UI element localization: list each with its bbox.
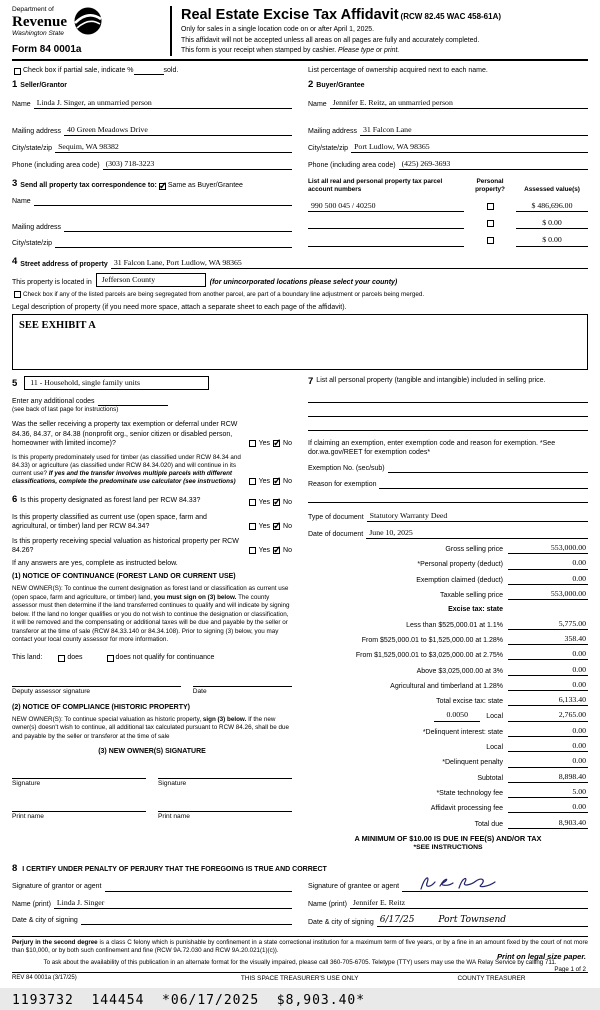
grantor-signature-field[interactable] — [105, 882, 292, 892]
personal-property-checkbox[interactable] — [487, 203, 494, 210]
subtotal-field[interactable]: 8,898.40 — [508, 772, 588, 783]
street-address-field-extra[interactable] — [361, 259, 588, 269]
buyer-mailing-label: Mailing address — [308, 127, 358, 135]
tax-row-taxable-selling-price: Taxable selling price 553,000.00 — [439, 589, 586, 600]
note-type-or-print: Please type or print. — [338, 47, 400, 55]
tax-row-exemption-claimed: Exemption claimed (deduct) 0.00 — [416, 573, 586, 584]
tax-row-delinquent-interest-state: *Delinquent interest: state 0.00 — [422, 725, 586, 736]
form-number: Form 84 0001a — [12, 44, 82, 56]
seller-name-field[interactable]: Linda J. Singer, an unmarried person — [34, 98, 292, 109]
tax-row-tier3: From $1,525,000.01 to $3,025,000.00 at 2.75% 0.00 — [355, 649, 586, 660]
grantee-signature-scribble — [416, 873, 500, 893]
form-header — [12, 6, 588, 61]
grantor-print-name-label: Name (print) — [12, 900, 51, 908]
personal-property-deduct-field[interactable]: 0.00 — [508, 558, 588, 569]
tax-row-gross-selling-price: Gross selling price 553,000.00 — [445, 543, 586, 554]
personal-property-line-3[interactable] — [308, 419, 588, 431]
land-qualify-row — [12, 653, 292, 662]
does-label: does — [67, 653, 83, 661]
assessed-value-field[interactable]: $ 0.00 — [516, 235, 588, 246]
current-use-yes-checkbox[interactable] — [249, 523, 256, 530]
yes-label: Yes — [258, 478, 271, 486]
no-label: No — [283, 498, 292, 506]
deputy-assessor-signature-field[interactable] — [12, 676, 181, 687]
correspondence-parcels-section — [12, 178, 588, 248]
perjury-text: is a class C felony which is punishable by confinement in a state correctional institution for a maximum term of five years, or by a fine in an amount fixed by the court of not more than $10,000, or by both such confinement and fine (RCW 9A.72.030 and RCW 9A.20.021(1)(c)). — [12, 939, 588, 955]
grantor-date-city-label: Date & city of signing — [12, 916, 78, 924]
correspondence-mailing-field[interactable] — [64, 222, 292, 232]
notice-compliance-bold: sign (3) below. — [202, 715, 247, 723]
personal-property-checkbox[interactable] — [487, 237, 494, 244]
agricultural-amount-field[interactable]: 0.00 — [508, 680, 588, 691]
form-rcw-reference: (RCW 82.45 WAC 458-61A) — [400, 12, 502, 21]
new-owner-signature-field-1[interactable] — [12, 768, 146, 779]
located-in-label: This property is located in — [12, 278, 92, 286]
street-address-label: Street address of property — [20, 260, 108, 268]
section2-number: 2 — [308, 79, 314, 91]
certify-statement: I CERTIFY UNDER PENALTY OF PERJURY THAT THE FOREGOING IS TRUE AND CORRECT — [22, 866, 327, 874]
deputy-assessor-label: Deputy assessor signature — [12, 687, 91, 695]
treasurer-space-label: THIS SPACE TREASURER'S USE ONLY — [240, 974, 359, 982]
correspondence-mailing-label: Mailing address — [12, 224, 62, 232]
notice-compliance-body — [12, 716, 292, 742]
buyer-city-label: City/state/zip — [308, 144, 349, 152]
buyer-phone-field[interactable]: (425) 269-3693 — [399, 159, 588, 170]
agency-block — [12, 6, 170, 56]
buyer-phone-label: Phone (including area code) — [308, 162, 396, 169]
correspondence-city-label: City/state/zip — [12, 240, 53, 248]
print-legal-note: Print on legal size paper. — [496, 952, 586, 962]
tier2-amount-field[interactable]: 358.40 — [508, 634, 588, 645]
buyer-grantee-block — [308, 79, 588, 170]
parcel-table — [308, 178, 588, 248]
exemption-no-label: Exemption No. (sec/sub) — [308, 464, 385, 472]
current-use-no-checkbox[interactable] — [273, 523, 280, 530]
county-dropdown[interactable]: Jefferson County — [96, 273, 206, 287]
exemption-claim-note: If claiming an exemption, enter exemption code and reason for exemption. *See dor.wa.gov/REET for exemption codes* — [308, 439, 556, 456]
delinquent-interest-state-field[interactable]: 0.00 — [508, 726, 588, 737]
exemption-no-checkbox[interactable] — [273, 440, 280, 447]
current-use-question — [12, 513, 292, 531]
ownership-percent-note: List percentage of ownership acquired next to each name. — [308, 67, 488, 75]
timber-yes-checkbox[interactable] — [249, 478, 256, 485]
grantee-print-name-label: Name (print) — [308, 900, 347, 908]
yes-label: Yes — [258, 439, 271, 447]
forest-question-text: Is this property designated as forest land per RCW 84.33? — [20, 497, 201, 505]
note-receipt: This form is your receipt when stamped by cashier. — [181, 47, 337, 55]
washington-state-label: Washington State — [12, 29, 64, 37]
grantee-signing-city: Port Townsend — [438, 914, 507, 925]
county-note: (for unincorporated locations please select your county) — [209, 278, 398, 286]
no-label: No — [283, 478, 292, 486]
same-as-buyer-checkbox[interactable] — [159, 183, 166, 190]
reason-exemption-line-2[interactable] — [308, 491, 588, 503]
grantee-print-name-field[interactable]: Jennifer E. Reitz — [350, 898, 588, 909]
note-not-accepted: This affidavit will not be accepted unless all areas on all pages are fully and accurately completed. — [181, 36, 480, 44]
tax-correspondence-block — [12, 178, 292, 248]
tax-row-delinquent-interest-local: Local 0.00 — [486, 741, 586, 752]
section6-number: 6 — [12, 494, 18, 506]
correspondence-name-field[interactable] — [34, 196, 292, 206]
street-address-field[interactable]: 31 Falcon Lane, Port Ludlow, WA 98365 — [111, 258, 361, 269]
taxable-selling-price-field[interactable]: 553,000.00 — [508, 589, 588, 600]
new-owner-signature-row — [12, 768, 292, 789]
exemption-yes-no — [247, 439, 292, 448]
forest-yes-no — [247, 498, 292, 507]
partial-sale-label: Check box if partial sale, indicate % — [23, 67, 134, 75]
county-treasurer-label: COUNTY TREASURER — [457, 974, 526, 982]
does-not-label: does not qualify for continuance — [115, 653, 215, 661]
section1-number: 1 — [12, 79, 18, 91]
tax-row-total-excise-state: Total excise tax: state 6,133.40 — [436, 695, 586, 706]
seller-grantor-title: Seller/Grantor — [20, 82, 67, 90]
total-due-field[interactable]: 8,903.40 — [508, 818, 588, 829]
seller-city-field[interactable]: Sequim, WA 98382 — [55, 142, 292, 153]
current-use-question-text: Is this property classified as current use (open space, farm and agricultural, or timber) land per RCW 84.34? — [12, 513, 207, 530]
no-label: No — [283, 547, 292, 555]
deputy-date-label: Date — [192, 687, 207, 695]
buyer-mailing-field[interactable]: 31 Falcon Lane — [360, 125, 588, 136]
forest-no-checkbox[interactable] — [273, 499, 280, 506]
sold-label: sold. — [163, 67, 179, 75]
certification-section — [12, 863, 588, 927]
print-name-label: Print name — [12, 812, 44, 820]
footer-row — [12, 972, 588, 983]
historic-question-text: Is this property receiving special valuation as historical property per RCW 84.26? — [12, 537, 239, 555]
timber-no-checkbox[interactable] — [273, 478, 280, 485]
personal-property-checkbox[interactable] — [487, 220, 494, 227]
revenue-label: Revenue — [12, 13, 67, 30]
section3-number: 3 — [12, 178, 18, 190]
yes-label: Yes — [258, 498, 271, 506]
land-use-column — [12, 376, 292, 853]
timber-question-text: Is this property predominately used for timber (as classified under RCW 84.34 and 84.33) or agriculture (as classified under RCW 84.34.020) and will continue in its current use? — [12, 453, 241, 478]
parcel-number-field[interactable] — [308, 219, 464, 229]
no-label: No — [283, 439, 292, 447]
signature-label: Signature — [158, 780, 187, 788]
new-owner-signature-field-2[interactable] — [158, 768, 292, 779]
personal-property-label: List all personal property (tangible and intangible) included in selling price. — [316, 377, 546, 385]
personal-property-line-2[interactable] — [308, 405, 588, 417]
yes-label: Yes — [258, 547, 271, 555]
parcel-row — [308, 218, 588, 229]
notice-compliance-title: (2) NOTICE OF COMPLIANCE (HISTORIC PROPERTY) — [12, 703, 190, 711]
parcel-number-field[interactable] — [308, 237, 464, 247]
delinquent-interest-local-field[interactable]: 0.00 — [508, 741, 588, 752]
notice-compliance-text1: NEW OWNER(S): To continue special valuation as historic property, — [12, 715, 202, 723]
legal-description-value: SEE EXHIBIT A — [19, 320, 96, 332]
grantee-signature-field[interactable] — [402, 882, 588, 892]
tax-row-local: 0.0050 Local 2,765.00 — [308, 710, 588, 721]
partial-percent-field[interactable] — [134, 65, 164, 75]
land-use-code-dropdown[interactable]: 11 - Household, single family units — [24, 376, 209, 390]
no-label: No — [283, 522, 292, 530]
type-of-document-field[interactable]: Statutory Warranty Deed — [367, 511, 588, 522]
deputy-date-field[interactable] — [193, 676, 292, 687]
additional-codes-label: Enter any additional codes — [12, 398, 95, 406]
tier3-amount-field[interactable]: 0.00 — [508, 649, 588, 660]
additional-codes-field[interactable] — [98, 396, 168, 406]
this-land-label: This land: — [12, 653, 43, 661]
alternate-format-note: To ask about the availability of this publication in an alternate format for the visually impaired, please call 360-705-6705. Teletype (TTY) users may use the WA Relay Service by calling 711. — [43, 958, 557, 966]
page-number: Page 1 of 2 — [554, 965, 586, 973]
property-location-section — [12, 256, 588, 370]
section5-number: 5 — [12, 377, 18, 389]
type-of-document-label: Type of document — [308, 513, 364, 521]
parties-section — [12, 79, 588, 170]
forest-land-question — [12, 494, 292, 506]
new-owner-print-name-field-2[interactable] — [158, 801, 292, 812]
section7-number: 7 — [308, 376, 314, 388]
correspondence-name-label: Name — [12, 198, 31, 206]
legal-description-label: Legal description of property (if you need more space, attach a separate sheet to each page of the affidavit). — [12, 304, 347, 312]
tax-row-tier2: From $525,000.01 to $1,525,000.00 at 1.28% 358.40 — [361, 633, 586, 644]
forest-yes-checkbox[interactable] — [249, 499, 256, 506]
timber-question-bold: If yes and the transfer involves multiple parcels with different classifications, complete the predominate use calculator (see instructions) — [12, 470, 236, 486]
treasurer-stamp: 1193732 144454 *06/17/2025 $8,903.40* — [12, 992, 366, 1008]
deputy-assessor-block — [12, 676, 292, 697]
form-title: Real Estate Excise Tax Affidavit — [181, 7, 399, 23]
assessed-value-field[interactable]: $ 0.00 — [516, 218, 588, 229]
personal-property-line-1[interactable] — [308, 391, 588, 403]
notice-compliance-text2: If the new owner(s) doesn't wish to continue, all additional tax calculated pursuant to RCW 84.26, shall be due and payable by the seller or transferor at the time of sale — [12, 715, 290, 740]
segregated-label: Check box if any of the listed parcels are being segregated from another parcel, are part of a boundary line adjustment or parcels being merged. — [23, 290, 425, 298]
notice-continuance-text2: The county assessor must then determine if the land transferred continues to qualify and will indicate by signing below. If the land no longer qualifies or you do not wish to continue the designation or classification, it will be removed and the compensating or additional taxes will be due and payable by the seller or transferor at the time of sale (RCW 84.33.140 or 84.34.108). Prior to signing (3) below, you may contact your local county assessor for more information. — [12, 593, 290, 644]
processing-fee-field[interactable]: 0.00 — [508, 802, 588, 813]
grantee-date-city-label: Date & city of signing — [308, 919, 374, 927]
gross-selling-price-field[interactable]: 553,000.00 — [508, 543, 588, 554]
seller-name-label: Name — [12, 100, 31, 108]
seller-city-label: City/state/zip — [12, 144, 53, 152]
timber-yes-no — [247, 477, 292, 486]
buyer-grantee-title: Buyer/Grantee — [316, 82, 365, 90]
buyer-name-field[interactable]: Jennifer E. Reitz, an unmarried person — [330, 98, 588, 109]
same-as-buyer-label: Same as Buyer/Grantee — [167, 182, 243, 190]
department-of-label: Department of — [12, 6, 54, 13]
historic-question — [12, 537, 292, 555]
buyer-city-field[interactable]: Port Ludlow, WA 98365 — [351, 142, 588, 153]
exemption-question-text: Was the seller receiving a property tax exemption or deferral under RCW 84.36, 84.37, or 84.38 (nonprofit org., senior citizen or disabled person, homeowner with limited income)? — [12, 421, 238, 447]
parcel-row — [308, 201, 588, 212]
segregated-checkbox[interactable] — [14, 291, 21, 298]
grantee-signature-label: Signature of grantee or agent — [308, 883, 400, 891]
local-tax-field[interactable]: 2,765.00 — [508, 710, 588, 721]
seller-phone-label: Phone (including area code) — [12, 162, 100, 169]
exemption-question — [12, 420, 292, 447]
current-use-yes-no — [247, 522, 292, 531]
tax-row-agricultural: Agricultural and timberland at 1.28% 0.00 — [390, 679, 586, 690]
exemption-yes-checkbox[interactable] — [249, 440, 256, 447]
legal-description-box[interactable] — [12, 314, 588, 370]
parcel-number-field[interactable]: 990 500 045 / 40250 — [308, 201, 464, 212]
land-does-checkbox[interactable] — [58, 655, 65, 662]
section4-number: 4 — [12, 256, 18, 268]
correspondence-label: Send all property tax correspondence to: — [20, 182, 157, 190]
parcel-numbers-header: List all real and personal property tax parcel account numbers — [308, 178, 443, 194]
personal-property-tax-column — [308, 376, 588, 853]
tax-row-technology-fee: *State technology fee 5.00 — [436, 787, 586, 798]
land-does-not-checkbox[interactable] — [107, 655, 114, 662]
grantee-date-city-field[interactable] — [377, 915, 588, 928]
new-owner-print-name-row — [12, 801, 292, 822]
date-of-document-label: Date of document — [308, 530, 364, 538]
note-single-location: Only for sales in a single location code on or after April 1, 2025. — [181, 26, 375, 34]
print-name-label: Print name — [158, 812, 190, 820]
personal-property-header: Personal property? — [475, 178, 505, 194]
partial-sale-checkbox[interactable] — [14, 68, 21, 75]
technology-fee-field[interactable]: 5.00 — [508, 787, 588, 798]
exemption-no-field[interactable] — [388, 463, 588, 473]
reason-exemption-label: Reason for exemption — [308, 480, 377, 488]
tax-row-tier4: Above $3,025,000.00 at 3% 0.00 — [416, 664, 586, 675]
if-yes-note: If any answers are yes, complete as instructed below. — [12, 560, 178, 568]
exemption-claimed-field[interactable]: 0.00 — [508, 574, 588, 585]
notice-continuance-title: (1) NOTICE OF CONTINUANCE (FOREST LAND OR CURRENT USE) — [12, 573, 236, 581]
total-excise-state-field[interactable]: 6,133.40 — [508, 695, 588, 706]
parcel-row — [308, 235, 588, 246]
tier4-amount-field[interactable]: 0.00 — [508, 665, 588, 676]
historic-yes-checkbox[interactable] — [249, 547, 256, 554]
yes-label: Yes — [258, 522, 271, 530]
historic-yes-no — [247, 546, 292, 555]
seller-grantor-block — [12, 79, 292, 170]
reason-exemption-field[interactable] — [379, 479, 588, 489]
tier1-amount-field[interactable]: 5,775.00 — [508, 619, 588, 630]
tax-row-personal-property-deduct: *Personal property (deduct) 0.00 — [417, 558, 586, 569]
see-instructions-note: *SEE INSTRUCTIONS — [413, 844, 483, 852]
seller-mailing-label: Mailing address — [12, 127, 62, 135]
rev-number: REV 84 0001a (3/17/25) — [12, 974, 77, 981]
section8-number: 8 — [12, 863, 18, 875]
use-and-tax-section — [12, 376, 588, 853]
notice-continuance-bold: you must sign on (3) below. — [153, 593, 237, 601]
tax-row-total-due: Total due 8,903.40 — [474, 817, 586, 828]
notice-continuance-text1: NEW OWNER(S): To continue the current designation as forest land or classification as current use (open space, farm and agriculture, or timber) land, — [12, 585, 289, 601]
date-of-document-field[interactable]: June 10, 2025 — [366, 528, 588, 539]
tax-row-excise-tax-state: Excise tax: state — [448, 606, 503, 614]
dor-logo — [73, 6, 103, 36]
correspondence-city-field[interactable] — [55, 238, 292, 248]
new-owner-print-name-field-1[interactable] — [12, 801, 146, 812]
grantor-date-city-field[interactable] — [81, 915, 292, 925]
grantor-certification — [12, 876, 292, 928]
buyer-name-label: Name — [308, 100, 327, 108]
assessed-values-header: Assessed value(s) — [524, 186, 580, 194]
grantee-signing-date: 6/17/25 — [379, 914, 415, 925]
grantor-print-name-field[interactable]: Linda J. Singer — [54, 898, 292, 909]
historic-no-checkbox[interactable] — [273, 547, 280, 554]
partial-sale-row — [12, 65, 588, 75]
tax-row-delinquent-penalty: *Delinquent penalty 0.00 — [442, 756, 586, 767]
new-owner-signature-title: (3) NEW OWNER(S) SIGNATURE — [98, 748, 206, 756]
tax-row-subtotal: Subtotal 8,898.40 — [477, 771, 586, 782]
seller-mailing-field[interactable]: 40 Green Meadows Drive — [64, 125, 292, 136]
notice-continuance-body — [12, 585, 292, 645]
tax-row-tier1: Less than $525,000.01 at 1.1% 5,775.00 — [406, 618, 586, 629]
assessed-value-field[interactable]: $ 486,696.00 — [516, 201, 588, 212]
grantee-certification — [308, 876, 588, 928]
minimum-due-note: A MINIMUM OF $10.00 IS DUE IN FEE(S) AND/OR TAX — [354, 833, 542, 843]
delinquent-penalty-field[interactable]: 0.00 — [508, 756, 588, 767]
perjury-bold: Perjury in the second degree — [12, 939, 98, 947]
grantor-signature-label: Signature of grantor or agent — [12, 883, 102, 891]
timber-question — [12, 454, 292, 487]
additional-codes-note: (see back of last page for instructions) — [12, 406, 119, 414]
tax-row-processing-fee: Affidavit processing fee 0.00 — [430, 802, 586, 813]
seller-phone-field[interactable]: (303) 718-3223 — [103, 159, 292, 170]
local-rate-field[interactable]: 0.0050 — [434, 710, 480, 721]
signature-label: Signature — [12, 780, 41, 788]
tax-computation — [308, 543, 588, 829]
